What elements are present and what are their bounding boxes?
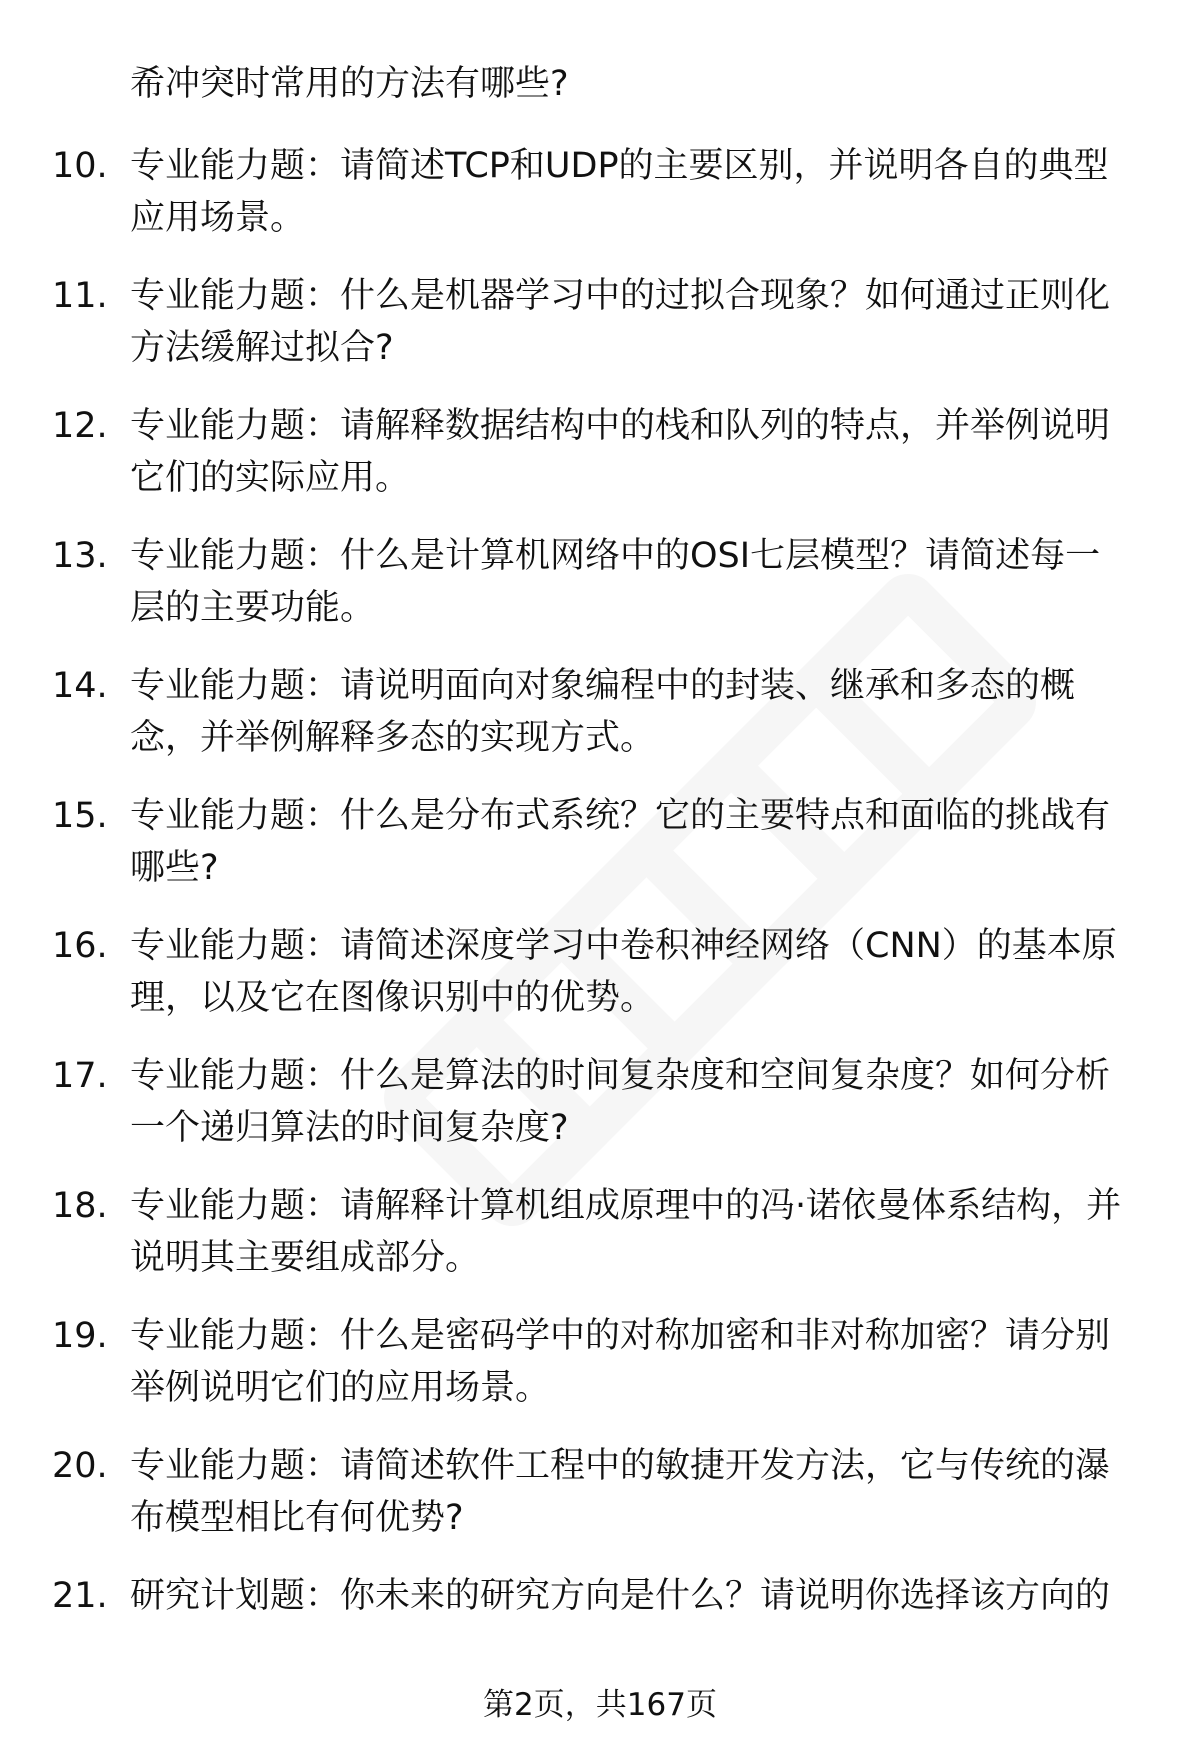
question-item: [0, 400, 1200, 530]
question-number: 17.: [52, 1056, 108, 1096]
question-text-line: 专业能力题：什么是密码学中的对称加密和非对称加密？请分别: [130, 1316, 1111, 1356]
question-text-line: 研究计划题：你未来的研究方向是什么？请说明你选择该方向的: [130, 1576, 1111, 1616]
question-text: [130, 270, 1140, 374]
question-text: [130, 1180, 1140, 1284]
question-item: [0, 790, 1200, 920]
question-text-line: 专业能力题：什么是算法的时间复杂度和空间复杂度？如何分析: [130, 1056, 1111, 1096]
question-item: [0, 270, 1200, 400]
question-text-line: 它们的实际应用。: [130, 458, 411, 498]
question-text-line: 念，并举例解释多态的实现方式。: [130, 718, 656, 758]
page-footer: 第2页，共167页: [483, 1687, 717, 1723]
question-text-line: 一个递归算法的时间复杂度?: [130, 1108, 569, 1148]
question-number: 14.: [52, 666, 108, 706]
question-list: [0, 140, 1200, 1700]
question-text-line: 专业能力题：请简述TCP和UDP的主要区别，并说明各自的典型: [130, 146, 1109, 186]
question-number: 16.: [52, 926, 108, 966]
question-item: [0, 1050, 1200, 1180]
question-text: [130, 400, 1140, 504]
question-text: [130, 920, 1140, 1024]
question-text-line: 理，以及它在图像识别中的优势。: [130, 978, 656, 1018]
question-text: [130, 660, 1140, 764]
question-text-line: 方法缓解过拟合?: [130, 328, 394, 368]
question-text-line: 专业能力题：什么是分布式系统？它的主要特点和面临的挑战有: [130, 796, 1111, 836]
question-text-line: 层的主要功能。: [130, 588, 376, 628]
question-number: 11.: [52, 276, 108, 316]
question-item: [0, 660, 1200, 790]
question-text: [130, 790, 1140, 894]
question-item: [0, 140, 1200, 270]
question-number: 10.: [52, 146, 108, 186]
question-number: 21.: [52, 1576, 108, 1616]
question-text: [130, 1310, 1140, 1414]
question-text-line: 专业能力题：请说明面向对象编程中的封装、继承和多态的概: [130, 666, 1076, 706]
question-text: [130, 1570, 1140, 1622]
question-number: 15.: [52, 796, 108, 836]
question-number: 20.: [52, 1446, 108, 1486]
question-text-line: 布模型相比有何优势?: [130, 1498, 464, 1538]
question-number: 19.: [52, 1316, 108, 1356]
question-text-line: 说明其主要组成部分。: [130, 1238, 481, 1278]
question-text-line: 专业能力题：请简述深度学习中卷积神经网络（CNN）的基本原: [130, 926, 1117, 966]
question-text-line: 哪些?: [130, 848, 219, 888]
question-text-line: 专业能力题：什么是计算机网络中的OSI七层模型？请简述每一: [130, 536, 1101, 576]
question-text-line: 专业能力题：请解释计算机组成原理中的冯·诺依曼体系结构，并: [130, 1186, 1122, 1226]
question-text: [130, 530, 1140, 634]
question-text-line: 专业能力题：请解释数据结构中的栈和队列的特点，并举例说明: [130, 406, 1111, 446]
question-item: [0, 920, 1200, 1050]
question-item: [0, 1310, 1200, 1440]
continuation-line: 希冲突时常用的方法有哪些?: [130, 64, 569, 104]
question-text-line: 专业能力题：什么是机器学习中的过拟合现象？如何通过正则化: [130, 276, 1111, 316]
question-number: 12.: [52, 406, 108, 446]
question-text: [130, 1440, 1140, 1544]
question-number: 13.: [52, 536, 108, 576]
question-item: [0, 1440, 1200, 1570]
question-item: [0, 1180, 1200, 1310]
question-number: 18.: [52, 1186, 108, 1226]
question-text-line: 举例说明它们的应用场景。: [130, 1368, 551, 1408]
question-text: [130, 1050, 1140, 1154]
question-text-line: 应用场景。: [130, 198, 306, 238]
question-item: [0, 1570, 1200, 1700]
question-text: [130, 140, 1140, 244]
question-item: [0, 530, 1200, 660]
question-text-line: 专业能力题：请简述软件工程中的敏捷开发方法，它与传统的瀑: [130, 1446, 1111, 1486]
